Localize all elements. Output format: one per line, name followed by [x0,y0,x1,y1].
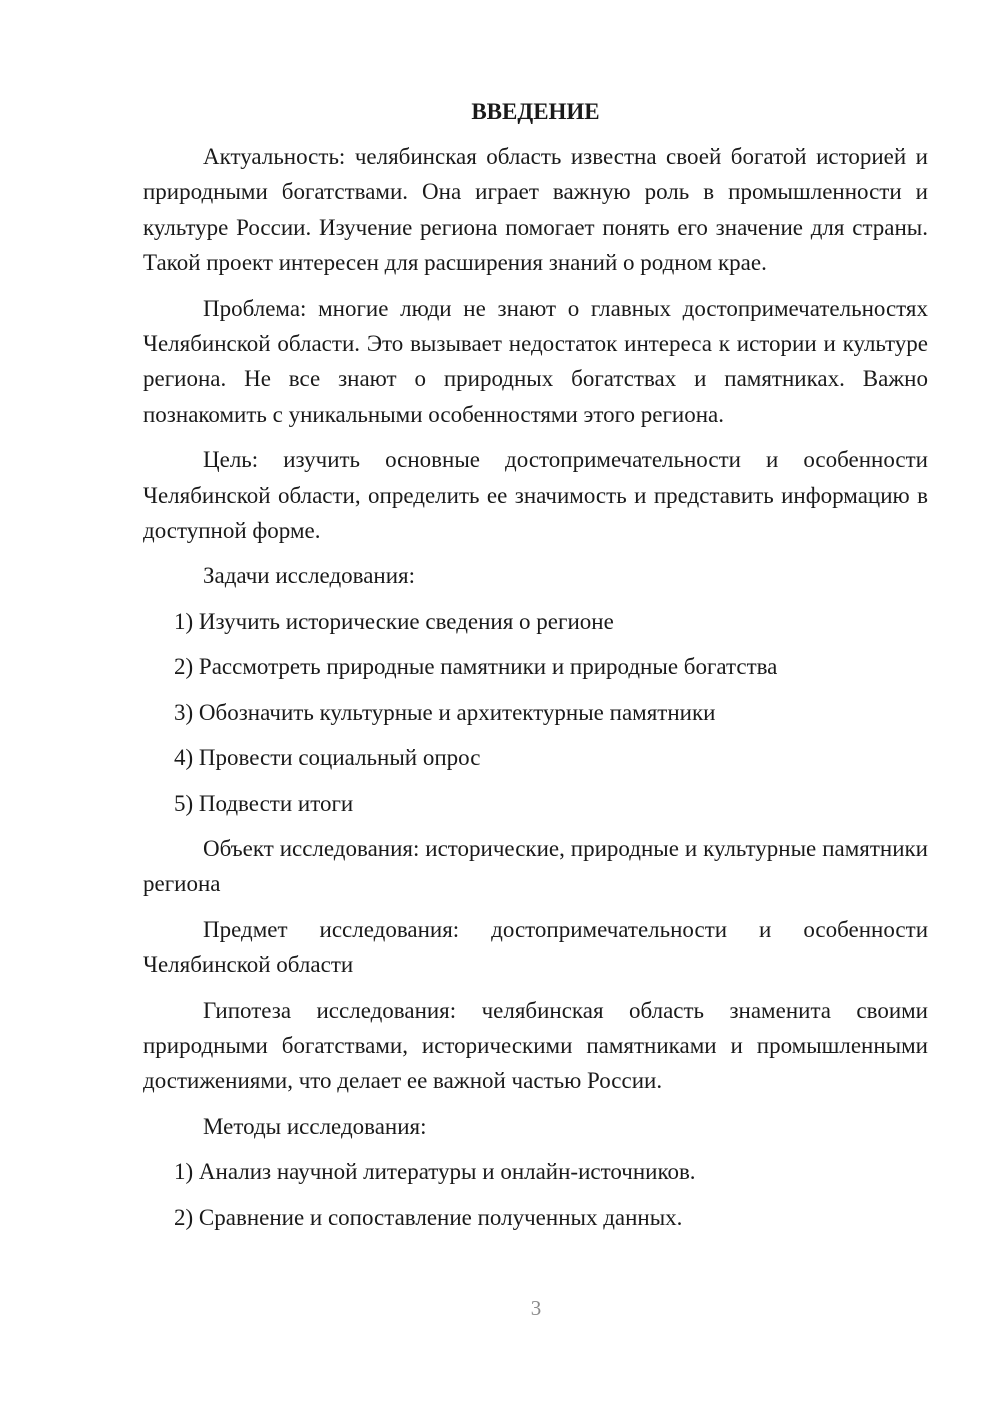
task-item: 4) Провести социальный опрос [174,745,481,771]
methods-heading: Методы исследования: [203,1113,427,1139]
object-paragraph: Объект исследования: исторические, природные и культурные памятники региона [143,835,928,897]
problem-paragraph: Проблема: многие люди не знают о главных достопримечательностях Челябинской области. Это вызывает недостаток интереса к истории и культуре региона. Не все знают о природных богатствах и памятниках. Важно познакомить с уникальными особенностями этого региона. [143,295,928,427]
tasks-list [143,604,928,821]
task-item: 2) Рассмотреть природные памятники и природные богатства [174,654,778,680]
page-number: 3 [530,1296,542,1320]
methods-list [143,1154,928,1235]
section-title: ВВЕДЕНИЕ [471,99,600,124]
relevance-paragraph: Актуальность: челябинская область известна своей богатой историей и природными богатствами. Она играет важную роль в промышленности и культуре России. Изучение региона помогает понять его значение для страны. Такой проект интересен для расширения знаний о родном крае. [143,144,928,276]
method-item: 1) Анализ научной литературы и онлайн-источников. [174,1159,696,1185]
task-item: 5) Подвести итоги [174,790,354,816]
tasks-heading: Задачи исследования: [203,563,416,589]
hypothesis-paragraph: Гипотеза исследования: челябинская область знаменита своими природными богатствами, историческими памятниками и промышленными достижениями, что делает ее важной частью России. [143,997,928,1094]
task-item: 3) Обозначить культурные и архитектурные памятники [174,699,716,725]
task-item: 1) Изучить исторические сведения о регионе [174,608,614,634]
goal-paragraph: Цель: изучить основные достопримечательности и особенности Челябинской области, определить ее значимость и представить информацию в доступной форме. [143,447,928,544]
method-item: 2) Сравнение и сопоставление полученных данных. [174,1204,683,1230]
document-page [143,94,928,1245]
subject-paragraph: Предмет исследования: достопримечательности и особенности Челябинской области [143,916,928,978]
